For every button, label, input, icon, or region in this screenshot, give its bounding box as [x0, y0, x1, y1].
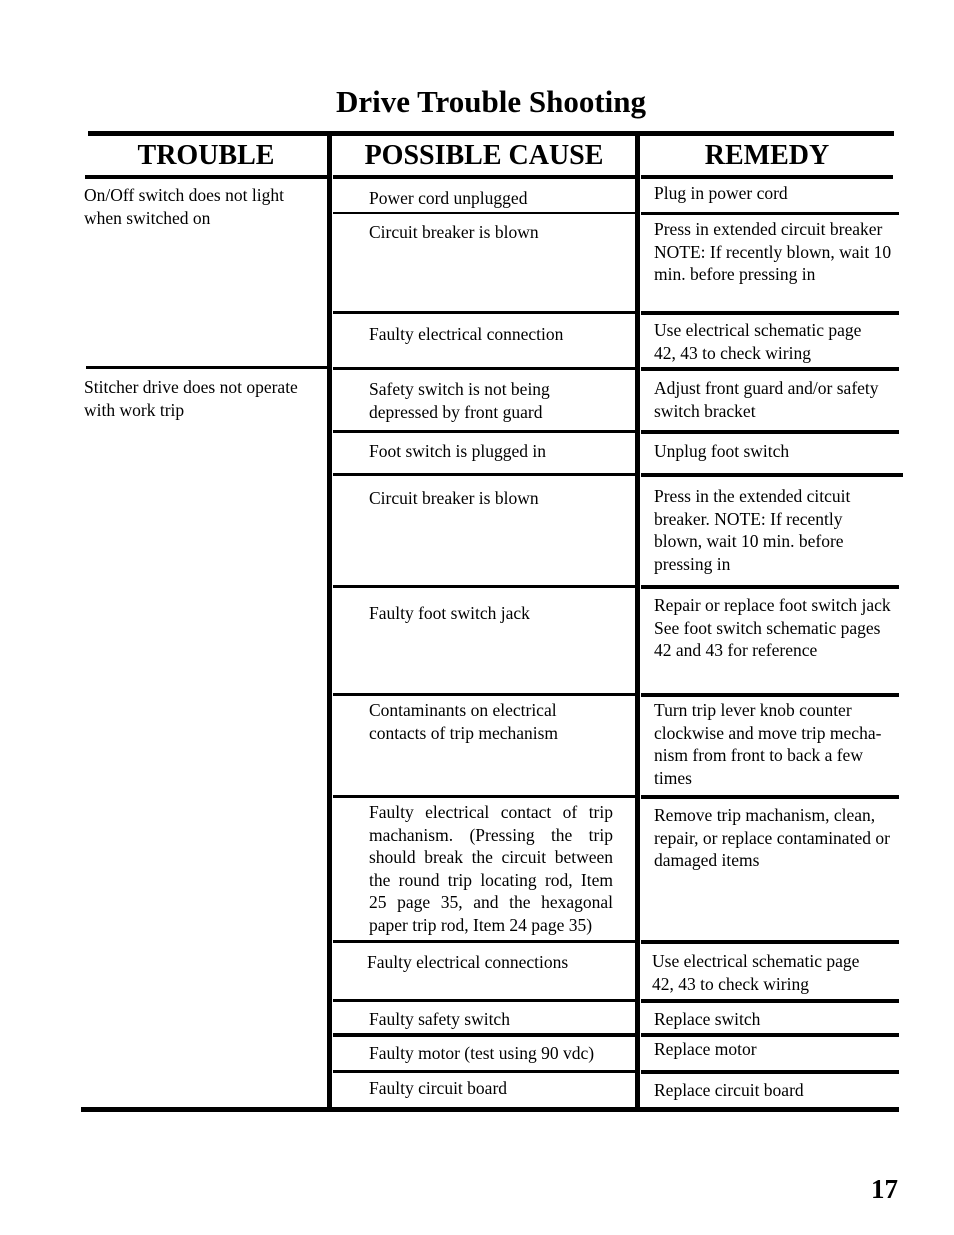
cause-cell: Faulty safety switch — [369, 1009, 510, 1029]
cause-separator — [333, 940, 635, 943]
remedy-separator — [641, 430, 899, 434]
trouble-separator — [86, 366, 328, 369]
cause-cell: Contaminants on electrical contacts of trip mechanism — [369, 700, 559, 743]
header-possible-cause: POSSIBLE CAUSE — [364, 140, 604, 171]
cause-cell: Foot switch is plugged in — [369, 441, 546, 461]
remedy-cell: Unplug foot switch — [654, 441, 790, 461]
cause-separator — [333, 311, 635, 314]
remedy-cell: Use electrical schematic page 42, 43 to check wiring — [654, 320, 862, 363]
header-trouble: TROUBLE — [137, 140, 275, 171]
remedy-separator — [641, 999, 899, 1003]
remedy-cell: Replace switch — [654, 1009, 761, 1029]
remedy-cell: Use electrical schematic page 42, 43 to check wiring — [652, 951, 860, 994]
cause-cell: Circuit breaker is blown — [369, 488, 539, 508]
remedy-cell: Repair or replace foot switch jack See foot switch schematic pages 42 and 43 for reference — [654, 595, 891, 660]
remedy-cell: Turn trip lever knob counter clockwise and move trip mecha-nism from front to back a few times — [654, 700, 882, 788]
cause-cell: Power cord unplugged — [369, 188, 528, 208]
cause-separator — [333, 473, 635, 476]
remedy-separator — [641, 1070, 899, 1074]
cause-separator — [333, 1070, 635, 1073]
header-bottom-rule — [641, 175, 893, 179]
cause-cell: Faulty electrical connection — [369, 324, 564, 344]
remedy-separator — [641, 367, 899, 371]
cause-separator — [333, 212, 635, 214]
remedy-cell: Replace circuit board — [654, 1080, 804, 1100]
table-bottom-rule — [81, 1107, 899, 1112]
header-bottom-rule — [85, 175, 327, 179]
trouble-cell: On/Off switch does not light when switched on — [84, 185, 284, 228]
cause-cell: Faulty electrical contact of trip machanism. (Pressing the trip should break the circuit between the round trip locating rod, Item 25 page 35, and the hexagonal paper trip rod, Item 24 page 35) — [369, 802, 613, 935]
cause-separator — [333, 999, 635, 1002]
remedy-cell: Plug in power cord — [654, 183, 788, 203]
header-remedy: REMEDY — [704, 140, 830, 171]
remedy-separator — [641, 693, 899, 697]
remedy-separator — [641, 212, 899, 215]
remedy-cell: Remove trip machanism, clean, repair, or replace contaminated or damaged items — [654, 805, 890, 870]
remedy-cell: Adjust front guard and/or safety switch bracket — [654, 378, 879, 421]
remedy-separator — [641, 311, 899, 315]
cause-cell: Faulty circuit board — [369, 1078, 508, 1098]
remedy-separator — [641, 585, 899, 589]
remedy-cell: Replace motor — [654, 1039, 757, 1059]
remedy-separator — [641, 795, 899, 799]
column-divider — [327, 131, 332, 1111]
cause-cell: Faulty electrical connections — [367, 952, 569, 972]
cause-cell: Circuit breaker is blown — [369, 222, 539, 242]
cause-separator — [333, 430, 635, 433]
remedy-separator — [641, 940, 899, 944]
header-bottom-rule — [333, 175, 635, 179]
remedy-cell: Press in extended circuit breaker NOTE: If recently blown, wait 10 min. before pressing in — [654, 219, 892, 284]
cause-separator — [333, 693, 635, 696]
cause-separator — [333, 1033, 635, 1037]
cause-cell: Safety switch is not being depressed by front guard — [369, 379, 550, 422]
cause-cell: Faulty motor (test using 90 vdc) — [369, 1043, 595, 1063]
column-divider — [635, 131, 640, 1111]
remedy-separator — [641, 1033, 899, 1037]
header-top-rule — [88, 131, 894, 136]
cause-separator — [333, 795, 635, 798]
page-title: Drive Trouble Shooting — [335, 84, 647, 119]
cause-separator — [333, 367, 635, 370]
page-number: 17 — [871, 1174, 898, 1204]
cause-separator — [333, 585, 635, 588]
remedy-cell: Press in the extended citcuit breaker. NOTE: If recently blown, wait 10 min. before pressing in — [654, 486, 851, 574]
cause-cell: Faulty foot switch jack — [369, 603, 530, 623]
trouble-cell: Stitcher drive does not operate with work trip — [84, 377, 298, 420]
remedy-separator — [641, 473, 903, 477]
